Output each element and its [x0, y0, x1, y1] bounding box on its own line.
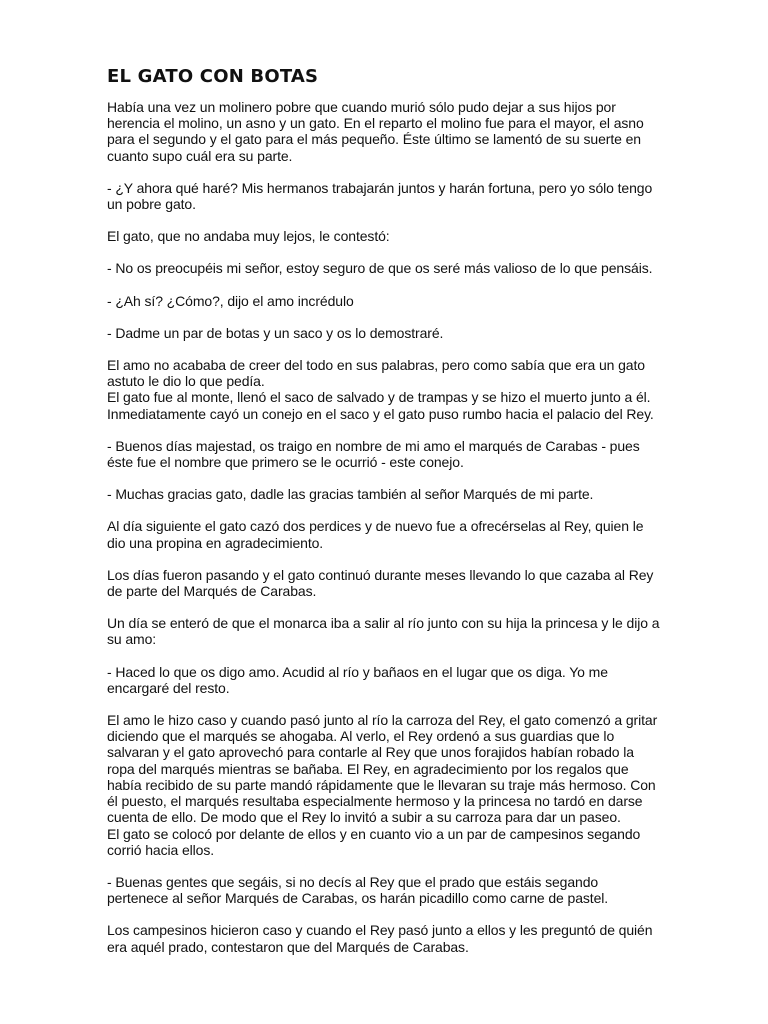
paragraph: [107, 99, 681, 164]
text-line: pertenece al señor Marqués de Carabas, os harán picadillo como carne de pastel.: [107, 890, 609, 907]
text-line: - No os preocupéis mi señor, estoy seguro de que os seré más valioso de lo que pensáis.: [107, 260, 653, 277]
text-line: - Buenas gentes que segáis, si no decís al Rey que el prado que estáis segando: [107, 873, 599, 890]
paragraph: [107, 615, 681, 647]
text-line: astuto le dio lo que pedía.: [107, 373, 265, 390]
document-title: EL GATO CON BOTAS: [107, 66, 319, 87]
text-line: El amo no acababa de creer del todo en sus palabras, pero como sabía que era un gato: [107, 357, 645, 374]
text-line: encargaré del resto.: [107, 679, 230, 696]
text-line: un pobre gato.: [107, 196, 196, 213]
text-line: Los campesinos hicieron caso y cuando el Rey pasó junto a ellos y les preguntó de quién: [107, 922, 653, 939]
paragraph: [107, 518, 681, 550]
paragraph: [107, 357, 681, 422]
text-line: su amo:: [107, 631, 157, 648]
text-line: diciendo que el marqués se ahogaba. Al verlo, el Rey ordenó a sus guardias que lo: [107, 728, 615, 745]
paragraph: [107, 712, 681, 858]
paragraph: [107, 567, 681, 599]
text-line: cuenta de ello. De modo que el Rey lo invitó a subir a su carroza para dar un paseo.: [107, 809, 621, 826]
paragraph: [107, 486, 681, 502]
text-line: para el segundo y el gato para el más pequeño. Éste último se lamentó de su suerte en: [107, 131, 641, 148]
paragraph: [107, 325, 681, 341]
paragraph: [107, 260, 681, 276]
text-line: Los días fueron pasando y el gato continuó durante meses llevando lo que cazaba al Rey: [107, 566, 654, 583]
text-line: herencia el molino, un asno y un gato. En el reparto el molino fue para el mayor, el asno: [107, 115, 644, 132]
text-line: de parte del Marqués de Carabas.: [107, 583, 317, 600]
text-line: éste fue el nombre que primero se le ocurrió - este conejo.: [107, 454, 464, 471]
text-line: - Buenos días majestad, os traigo en nombre de mi amo el marqués de Carabas - pues: [107, 437, 640, 454]
text-line: El gato se colocó por delante de ellos y en cuanto vio a un par de campesinos segando: [107, 825, 641, 842]
text-line: Al día siguiente el gato cazó dos perdices y de nuevo fue a ofrecérselas al Rey, quien le: [107, 518, 644, 535]
paragraph: [107, 438, 681, 470]
text-line: corrió hacia ellos.: [107, 841, 215, 858]
text-line: salvaran y el gato aprovechó para contarle al Rey que unos forajidos habían robado la: [107, 744, 634, 761]
paragraph: [107, 874, 681, 906]
text-line: - ¿Ah sí? ¿Cómo?, dijo el amo incrédulo: [107, 292, 354, 309]
paragraph: [107, 293, 681, 309]
text-line: él puesto, el marqués resultaba especialmente hermoso y la princesa no tardó en darse: [107, 793, 643, 810]
paragraph: [107, 180, 681, 212]
text-line: Había una vez un molinero pobre que cuando murió sólo pudo dejar a sus hijos por: [107, 99, 616, 115]
text-line: - Haced lo que os digo amo. Acudid al río y bañaos en el lugar que os diga. Yo me: [107, 663, 608, 680]
text-line: - Muchas gracias gato, dadle las gracias también al señor Marqués de mi parte.: [107, 486, 594, 503]
text-line: El gato fue al monte, llenó el saco de salvado y de trampas y se hizo el muerto junto a él.: [107, 389, 651, 406]
text-line: cuanto supo cuál era su parte.: [107, 147, 293, 164]
text-line: - Dadme un par de botas y un saco y os lo demostraré.: [107, 324, 444, 341]
text-line: Un día se enteró de que el monarca iba a salir al río junto con su hija la princesa y le dijo a: [107, 615, 660, 632]
text-line: Inmediatamente cayó un conejo en el saco y el gato puso rumbo hacia el palacio del Rey.: [107, 405, 654, 422]
text-line: El amo le hizo caso y cuando pasó junto al río la carroza del Rey, el gato comenzó a gritar: [107, 712, 658, 729]
text-line: ropa del marqués mientras se bañaba. El Rey, en agradecimiento por los regalos que: [107, 760, 629, 777]
paragraph: [107, 664, 681, 696]
paragraph: [107, 922, 681, 954]
text-line: El gato, que no andaba muy lejos, le contestó:: [107, 228, 390, 245]
text-line: dio una propina en agradecimiento.: [107, 534, 324, 551]
document-body: [107, 99, 681, 971]
text-line: - ¿Y ahora qué haré? Mis hermanos trabajarán juntos y harán fortuna, pero yo sólo tengo: [107, 179, 653, 196]
text-line: había recibido de su parte mandó rápidamente que le llevaran su traje más hermoso. Con: [107, 776, 656, 793]
text-line: era aquél prado, contestaron que del Marqués de Carabas.: [107, 938, 469, 955]
paragraph: [107, 228, 681, 244]
